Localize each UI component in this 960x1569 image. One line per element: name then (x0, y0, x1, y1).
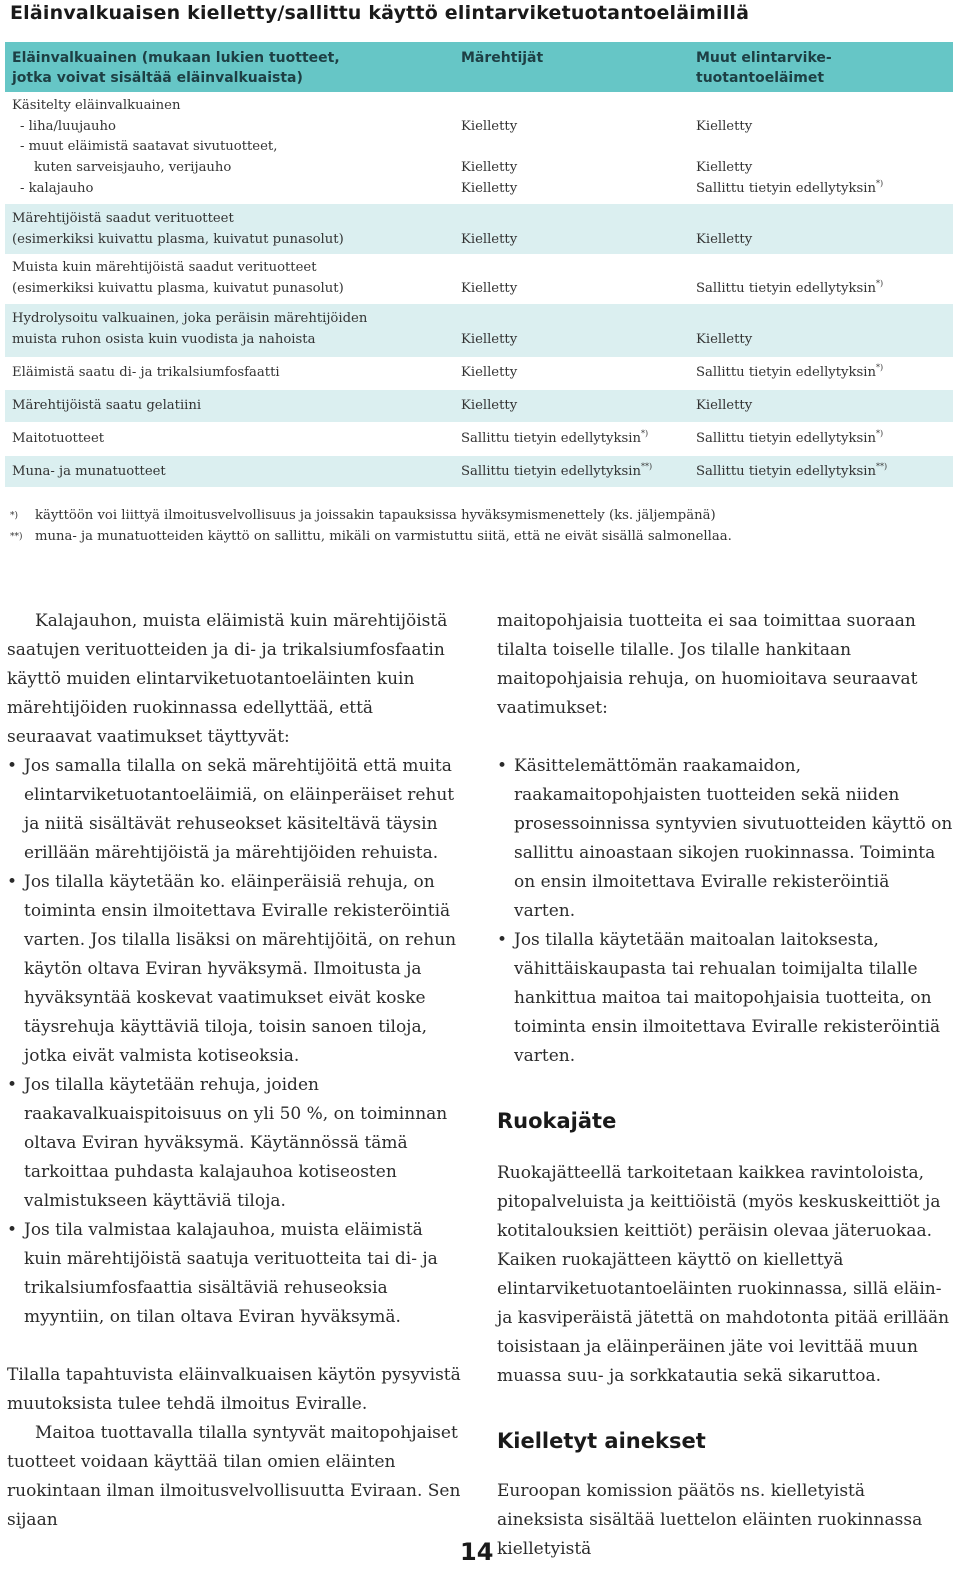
paragraph: maitopohjaisia tuotteita ei saa toimittaa suoraan tilalta toiselle tilalle. Jos tilalle hankitaan maitopohjaisia rehuja, on huomioitava seuraavat vaatimukset: (497, 611, 918, 718)
row-label: muista ruhon osista kuin vuodista ja nahoista (12, 332, 316, 347)
cell-ruminants: Kielletty (461, 119, 518, 134)
header-other-line2: tuotantoeläimet (696, 70, 825, 86)
list-item-text: Jos samalla tilalla on sekä märehtijöitä että muita elintarviketuotantoeläimiä, on eläinperäiset rehut ja niitä sisältävät rehuseokset käsiteltävä täysin erillään märehtijöistä ja märehtijöiden rehuista. (24, 756, 455, 863)
cell-ruminants: Kielletty (461, 281, 518, 296)
table-row (5, 390, 953, 422)
bullet: • (497, 930, 508, 950)
cell-other (696, 429, 883, 450)
cell-ruminants: Kielletty (461, 181, 518, 196)
list-item (7, 752, 463, 868)
cell-text: Sallittu tietyin edellytyksin (461, 431, 641, 446)
footnote-mark: *) (875, 279, 884, 288)
table-row (5, 422, 953, 456)
cell-other (696, 363, 883, 384)
footnote-mark: *) (875, 363, 884, 372)
table-header (5, 42, 953, 92)
cell-text: Sallittu tietyin edellytyksin (696, 181, 876, 196)
milk-requirements-list (497, 752, 953, 1071)
footnote-mark: *) (875, 179, 884, 188)
footnote-mark: **) (10, 532, 23, 542)
list-item (497, 752, 953, 926)
row-label: Hydrolysoitu valkuainen, joka peräisin märehtijöiden (12, 311, 368, 326)
cell-ruminants: Kielletty (461, 365, 518, 380)
paragraph: Tilalla tapahtuvista eläinvalkuaisen käytön pysyvistä muutoksista tulee tehdä ilmoitus Eviralle. (7, 1365, 461, 1414)
left-column (7, 607, 463, 1535)
cell-text: Sallittu tietyin edellytyksin (696, 281, 876, 296)
row-label: - muut eläimistä saatavat sivutuotteet, (20, 139, 278, 154)
header-other-animals (696, 48, 832, 88)
footnote-mark: **) (640, 462, 653, 471)
table-row (5, 92, 953, 204)
bullet: • (7, 1220, 18, 1240)
list-item (7, 868, 463, 1071)
header-protein (12, 48, 340, 88)
paragraph: Euroopan komission päätös ns. kielletyistä aineksista sisältää luettelon eläinten ruokinnassa kielletyistä (497, 1481, 923, 1559)
cell-other (696, 279, 883, 300)
table-row (5, 357, 953, 390)
paragraph: Ruokajätteellä tarkoitetaan kaikkea ravintoloista, pitopalveluista ja keittiöistä (myös keskuskeittiöt ja kotitalouksien keittiöt) peräisin olevaa jäteruokaa. Kaiken ruokajätteen käyttö on kiellettyä elintarviketuotantoeläinten ruokinnassa, sillä eläin- ja kasviperäistä jätettä on mahdotonta pitää erillään toisistaan ja eläinperäinen jäte voi levittää muun muassa suu- ja sorkkatautia sekä sikaruttoa. (497, 1163, 950, 1386)
cell-other: Kielletty (696, 119, 753, 134)
row-label: Märehtijöistä saatu gelatiini (12, 398, 202, 413)
section-heading-prohibited: Kielletyt ainekset (497, 1429, 706, 1453)
cell-other: Kielletty (696, 398, 753, 413)
cell-other (696, 462, 887, 483)
bullet: • (497, 756, 508, 776)
cell-other (696, 179, 883, 200)
cell-ruminants (461, 429, 648, 450)
cell-text: Sallittu tietyin edellytyksin (696, 464, 876, 479)
header-protein-line2: jotka voivat sisältää eläinvalkuaista) (12, 70, 303, 86)
requirements-list (7, 752, 463, 1332)
list-item-text: Jos tilalla käytetään maitoalan laitoksesta, vähittäiskaupasta tai rehualan toimijalta tilalle hankittua maitoa tai maitopohjaisia tuotteita, on toiminta ensin ilmoitettava Eviralle rekisteröintiä varten. (514, 930, 941, 1066)
bullet: • (7, 872, 18, 892)
row-label: - liha/luujauho (20, 119, 116, 134)
row-label: Märehtijöistä saadut verituotteet (12, 211, 234, 226)
header-protein-line1: Eläinvalkuainen (mukaan lukien tuotteet, (12, 50, 340, 66)
list-item-text: Käsittelemättömän raakamaidon, raakamaitopohjaisten tuotteiden sekä niiden prosessoinnissa syntyvien sivutuotteiden käyttö on sallittu ainoastaan sikojen ruokinnassa. Toiminta on ensin ilmoitettava Eviralle rekisteröintiä varten. (514, 756, 953, 921)
cell-ruminants (461, 462, 652, 483)
bullet: • (7, 756, 18, 776)
cell-ruminants: Kielletty (461, 332, 518, 347)
paragraph: Kalajauhon, muista eläimistä kuin märehtijöistä saatujen verituotteiden ja di- ja trikalsiumfosfaatin käyttö muiden elintarviketuotantoeläinten kuin märehtijöiden ruokinnassa edellyttää, että seuraavat vaatimukset täyttyvät: (7, 611, 448, 747)
footnote-text: käyttöön voi liittyä ilmoitusvelvollisuus ja joissakin tapauksissa hyväksymismenettely (ks. jäljempänä) (35, 508, 716, 523)
row-label: (esimerkiksi kuivattu plasma, kuivatut punasolut) (12, 232, 344, 247)
table-row (5, 204, 953, 254)
row-label: Muista kuin märehtijöistä saadut verituotteet (12, 260, 317, 275)
usage-table (5, 42, 953, 487)
table-row (5, 456, 953, 487)
row-label: Eläimistä saatu di- ja trikalsiumfosfaatti (12, 365, 280, 380)
bullet: • (7, 1075, 18, 1095)
row-label: Käsitelty eläinvalkuainen (12, 98, 181, 113)
right-column (497, 607, 953, 1564)
cell-ruminants: Kielletty (461, 398, 518, 413)
list-item-text: Jos tila valmistaa kalajauhoa, muista eläimistä kuin märehtijöistä saatuja verituotteita tai di- ja trikalsiumfosfaattia sisältäviä rehuseoksia myyntiin, on tilan oltava Eviran hyväksymä. (24, 1220, 438, 1327)
cell-other: Kielletty (696, 160, 753, 175)
cell-text: Sallittu tietyin edellytyksin (461, 464, 641, 479)
table-row (5, 304, 953, 357)
cell-other: Kielletty (696, 332, 753, 347)
list-item (7, 1216, 463, 1332)
cell-other: Kielletty (696, 232, 753, 247)
footnote-mark: *) (640, 429, 649, 438)
list-item-text: Jos tilalla käytetään rehuja, joiden raakavalkuaispitoisuus on yli 50 %, on toiminnan oltava Eviran hyväksymä. Käytännössä tämä tarkoittaa puhdasta kalajauhoa kotiseosten valmistukseen käyttäviä tiloja. (24, 1075, 448, 1211)
list-item (497, 926, 953, 1071)
footnote-text: muna- ja munatuotteiden käyttö on sallittu, mikäli on varmistuttu siitä, että ne eivät sisällä salmonellaa. (35, 529, 732, 544)
section-heading-food-waste: Ruokajäte (497, 1109, 617, 1133)
footnote-mark: **) (875, 462, 888, 471)
table-row (5, 254, 953, 304)
row-label: Muna- ja munatuotteet (12, 464, 166, 479)
header-ruminants: Märehtijät (461, 50, 544, 66)
row-label: kuten sarveisjauho, verijauho (34, 160, 232, 175)
list-item (7, 1071, 463, 1216)
cell-text: Sallittu tietyin edellytyksin (696, 365, 876, 380)
paragraph: Maitoa tuottavalla tilalla syntyvät maitopohjaiset tuotteet voidaan käyttää tilan omien eläinten ruokintaan ilman ilmoitusvelvollisuutta Eviraan. Sen sijaan (7, 1423, 461, 1530)
page-number: 14 (460, 1538, 494, 1566)
cell-ruminants: Kielletty (461, 232, 518, 247)
row-label: Maitotuotteet (12, 431, 105, 446)
footnote-mark: *) (10, 511, 19, 521)
cell-text: Sallittu tietyin edellytyksin (696, 431, 876, 446)
list-item-text: Jos tilalla käytetään ko. eläinperäisiä rehuja, on toiminta ensin ilmoitettava Eviralle rekisteröintiä varten. Jos tilalla lisäksi on märehtijöitä, on rehun käytön oltava Eviran hyväksymä. Ilmoitusta ja hyväksyntää koskevat vaatimukset eivät koske täysrehuja käyttäviä tiloja, toisin sanoen tiloja, jotka eivät valmista kotiseoksia. (24, 872, 457, 1066)
page-title: Eläinvalkuaisen kielletty/sallittu käyttö elintarviketuotantoeläimillä (10, 2, 750, 24)
row-label: - kalajauho (20, 181, 94, 196)
cell-ruminants: Kielletty (461, 160, 518, 175)
row-label: (esimerkiksi kuivattu plasma, kuivatut punasolut) (12, 281, 344, 296)
header-other-line1: Muut elintarvike- (696, 50, 832, 66)
footnote-mark: *) (875, 429, 884, 438)
